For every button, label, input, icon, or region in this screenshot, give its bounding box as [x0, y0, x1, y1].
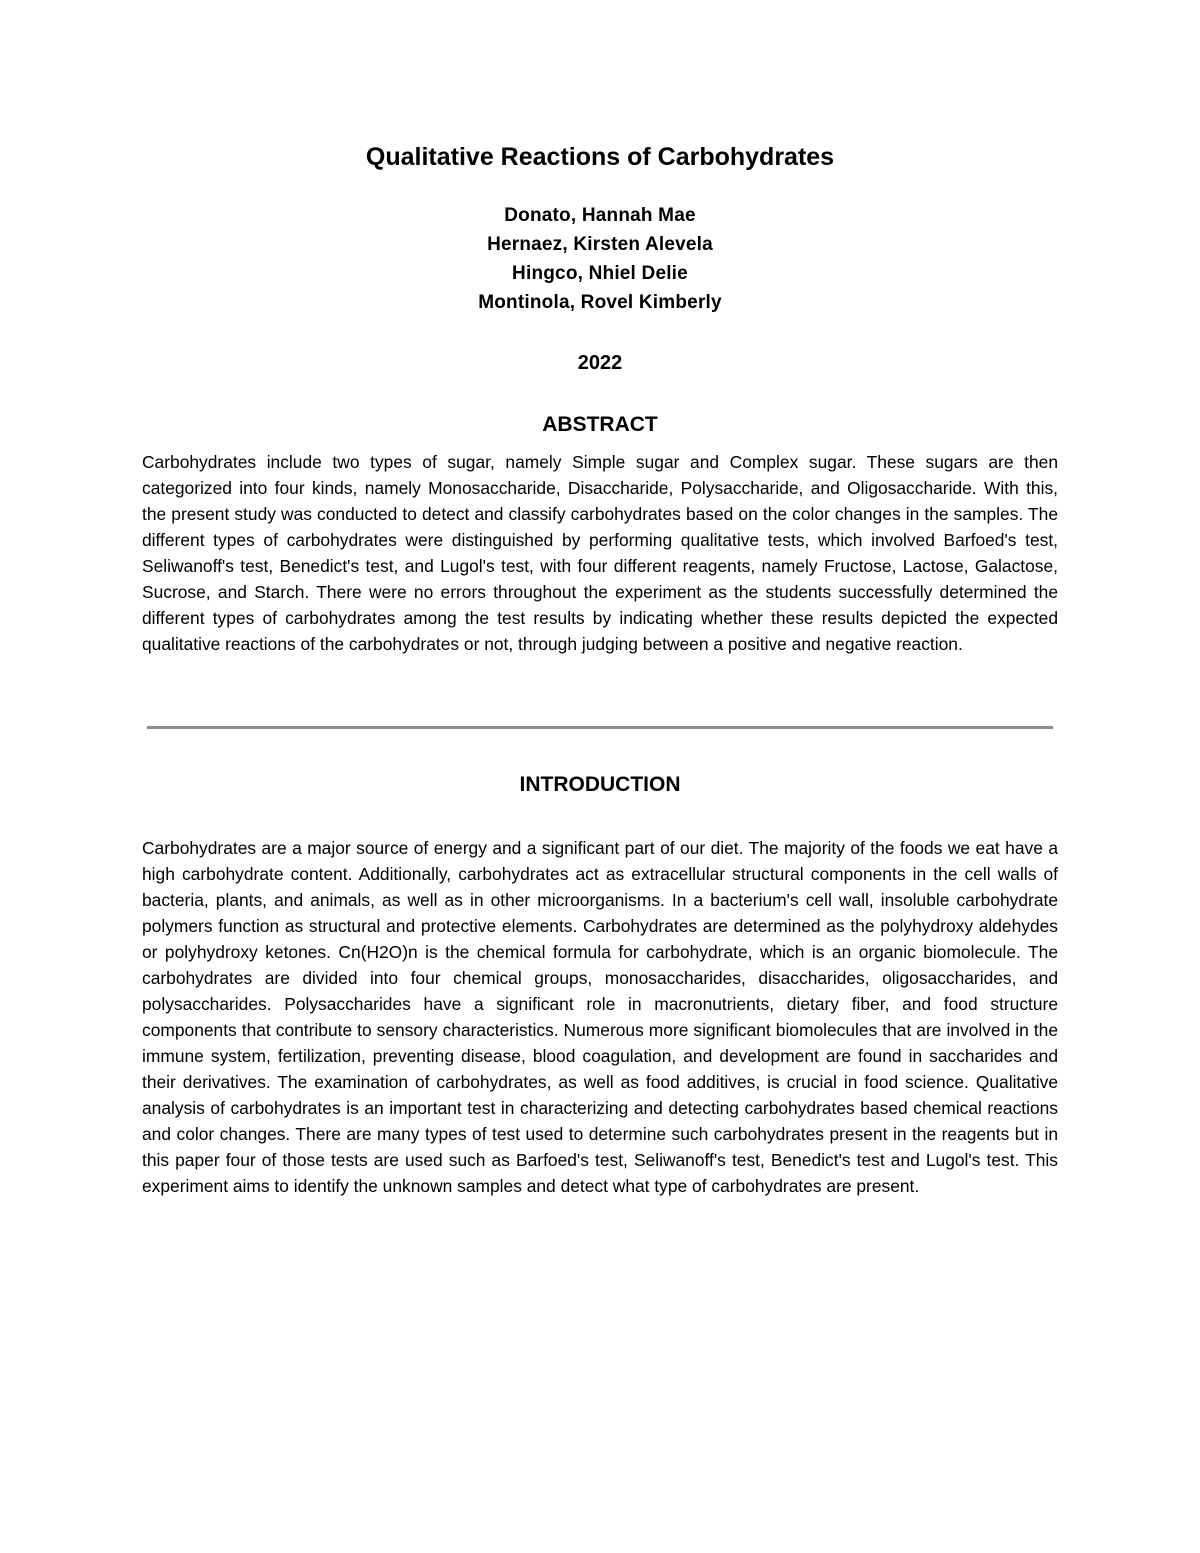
introduction-text: Carbohydrates are a major source of energy and a significant part of our diet. The majority of the foods we eat have a high carbohydrate content. Additionally, carbohydrates act as extracellular structural components in the cell walls of bacteria, plants, and animals, as well as in other microorganisms. In a bacterium's cell wall, insoluble carbohydrate polymers function as structural and protective elements. Carbohydrates are determined as the polyhydroxy aldehydes or polyhydroxy ketones. Cn(H2O)n is the chemical formula for carbohydrate, which is an organic biomolecule. The carbohydrates are divided into four chemical groups, monosaccharides, disaccharides, oligosaccharides, and polysaccharides. Polysaccharides have a significant role in macronutrients, dietary fiber, and food structure components that contribute to sensory characteristics. Numerous more significant biomolecules that are involved in the immune system, fertilization, preventing disease, blood coagulation, and development are found in saccharides and their derivatives. The examination of carbohydrates, as well as food additives, is crucial in food science. Qualitative analysis of carbohydrates is an important test in characterizing and detecting carbohydrates based chemical reactions and color changes. There are many types of test used to determine such carbohydrates present in the reagents but in this paper four of those tests are used such as Barfoed's test, Seliwanoff's test, Benedict's test and Lugol's test. This experiment aims to identify the unknown samples and detect what type of carbohydrates are present. — [142, 838, 1058, 1196]
author-name: Montinola, Rovel Kimberly — [478, 292, 722, 313]
author-name: Hernaez, Kirsten Alevela — [487, 234, 713, 255]
introduction-heading: INTRODUCTION — [519, 773, 681, 796]
section-divider — [147, 726, 1053, 729]
author-name: Donato, Hannah Mae — [504, 205, 696, 226]
paper-title: Qualitative Reactions of Carbohydrates — [365, 143, 835, 171]
author-name: Hingco, Nhiel Delie — [512, 263, 688, 284]
publication-year: 2022 — [577, 352, 623, 374]
abstract-heading: ABSTRACT — [542, 413, 658, 436]
abstract-text: Carbohydrates include two types of sugar, namely Simple sugar and Complex sugar. These sugars are then categorized into four kinds, namely Monosaccharide, Disaccharide, Polysaccharide, and Oligosaccharide. With this, the present study was conducted to detect and classify carbohydrates based on the color changes in the samples. The different types of carbohydrates were distinguished by performing qualitative tests, which involved Barfoed's test, Seliwanoff's test, Benedict's test, and Lugol's test, with four different reagents, namely Fructose, Lactose, Galactose, Sucrose, and Starch. There were no errors throughout the experiment as the students successfully determined the different types of carbohydrates among the test results by indicating whether these results depicted the expected qualitative reactions of the carbohydrates or not, through judging between a positive and negative reaction. — [142, 452, 1058, 654]
author-list — [142, 201, 1058, 317]
